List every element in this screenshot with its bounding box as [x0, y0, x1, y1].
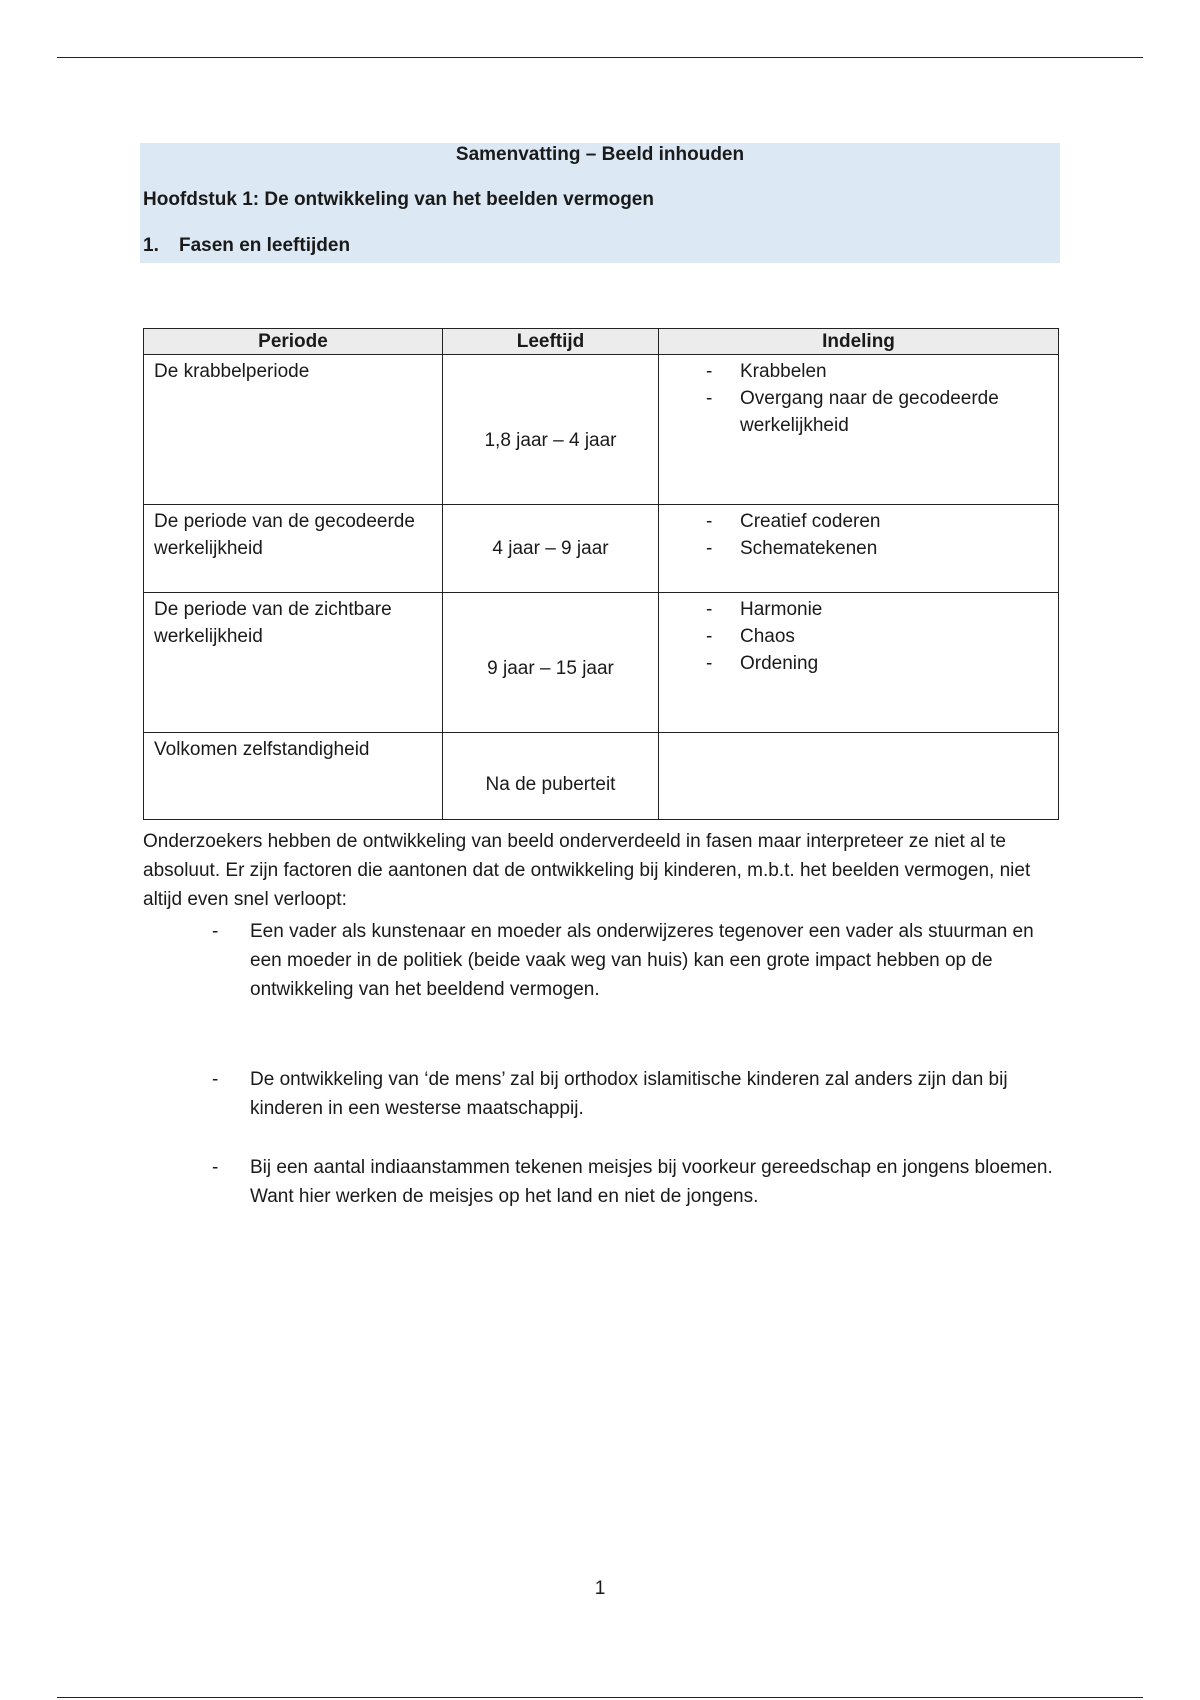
top-rule	[57, 57, 1143, 58]
dash-marker: -	[706, 538, 713, 559]
bullet-text: De ontwikkeling van ‘de mens’ zal bij orthodox islamitische kinderen zal anders zijn dan bij kinderen in een westerse maatschappij.	[250, 1069, 1008, 1119]
list-item-text: Ordening	[740, 653, 819, 674]
list-item	[706, 535, 1058, 562]
list-item	[706, 650, 1058, 677]
list-item-text: Creatief coderen	[740, 511, 881, 532]
table-row	[144, 355, 1059, 505]
dash-marker: -	[706, 599, 713, 620]
chapter-title: Hoofdstuk 1: De ontwikkeling van het beelden vermogen	[143, 189, 654, 210]
list-item	[706, 596, 1058, 623]
indeling-cell	[659, 733, 1059, 820]
list-item-text: Schematekenen	[740, 538, 878, 559]
bullet-text: Bij een aantal indiaanstammen tekenen meisjes bij voorkeur gereedschap en jongens bloemen. Want hier werken de meisjes op het land en niet de jongens.	[250, 1157, 1053, 1207]
table-header-row	[144, 329, 1059, 355]
dash-marker: -	[212, 1069, 219, 1090]
bullet-item	[212, 1153, 1062, 1211]
bullet-text: Een vader als kunstenaar en moeder als onderwijzeres tegenover een vader als stuurman en een moeder in de politiek (beide vaak weg van huis) kan een grote impact hebben op de ontwikkeling van het beeldend vermogen.	[250, 921, 1034, 1000]
header-periode: Periode	[144, 329, 443, 355]
dash-marker: -	[706, 361, 713, 382]
indeling-cell	[659, 593, 1059, 733]
dash-marker: -	[212, 1157, 219, 1178]
dash-marker: -	[706, 653, 713, 674]
list-item	[706, 358, 1058, 385]
header-leeftijd: Leeftijd	[443, 329, 659, 355]
periode-cell: De krabbelperiode	[144, 355, 443, 505]
table-row	[144, 593, 1059, 733]
list-item	[706, 508, 1058, 535]
list-item-text: Krabbelen	[740, 361, 827, 382]
bullet-item	[212, 1065, 1062, 1123]
page-number: 1	[594, 1578, 606, 1599]
leeftijd-cell: Na de puberteit	[443, 733, 659, 820]
section-title	[143, 235, 350, 257]
section-title-text: Fasen en leeftijden	[179, 235, 351, 256]
indeling-cell	[659, 505, 1059, 593]
list-item-text: Overgang naar de gecodeerde werkelijkheid	[740, 388, 999, 436]
document-title: Samenvatting – Beeld inhouden	[455, 144, 745, 165]
leeftijd-cell: 9 jaar – 15 jaar	[443, 593, 659, 733]
table-row	[144, 733, 1059, 820]
dash-marker: -	[706, 511, 713, 532]
list-item	[706, 385, 1058, 439]
section-number: 1.	[143, 235, 159, 256]
list-item-text: Harmonie	[740, 599, 823, 620]
bullet-item	[212, 917, 1062, 1004]
periode-cell: De periode van de zichtbare werkelijkheid	[144, 593, 443, 733]
dash-marker: -	[706, 626, 713, 647]
phases-table	[143, 328, 1059, 820]
indeling-cell	[659, 355, 1059, 505]
periode-cell: De periode van de gecodeerde werkelijkheid	[144, 505, 443, 593]
dash-marker: -	[212, 921, 219, 942]
header-indeling: Indeling	[659, 329, 1059, 355]
leeftijd-cell: 4 jaar – 9 jaar	[443, 505, 659, 593]
leeftijd-cell: 1,8 jaar – 4 jaar	[443, 355, 659, 505]
dash-marker: -	[706, 388, 713, 409]
bottom-rule	[57, 1697, 1143, 1698]
list-item	[706, 623, 1058, 650]
list-item-text: Chaos	[740, 626, 795, 647]
periode-cell: Volkomen zelfstandigheid	[144, 733, 443, 820]
table-row	[144, 505, 1059, 593]
intro-paragraph: Onderzoekers hebben de ontwikkeling van beeld onderverdeeld in fasen maar interpreteer ze niet al te absoluut. Er zijn factoren die aantonen dat de ontwikkeling bij kinderen, m.b.t. het beelden vermogen, niet altijd even snel verloopt:	[143, 831, 1031, 910]
